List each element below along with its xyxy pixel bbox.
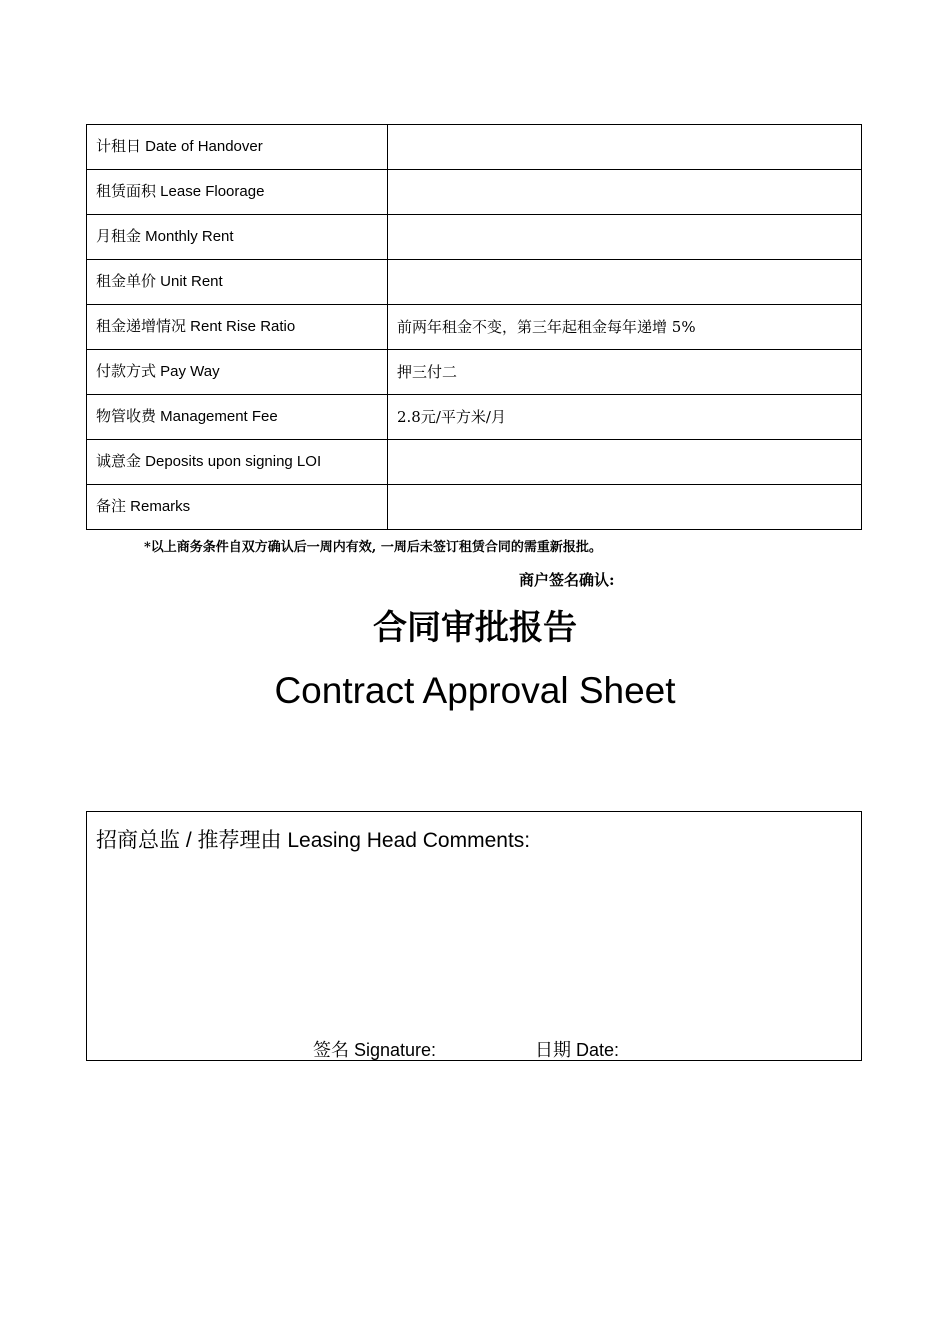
- row-value-pay-way: 押三付二: [388, 350, 862, 395]
- row-label-lease-floorage: 租赁面积 Lease Floorage: [87, 170, 388, 215]
- row-value-management-fee: 2.8元/平方米/月: [388, 395, 862, 440]
- signature-label: 签名 Signature:: [313, 1040, 437, 1060]
- row-value-unit-rent: [388, 260, 862, 305]
- row-value-rent-rise-ratio: 前两年租金不变，第三年起租金每年递增 5%: [388, 305, 862, 350]
- row-value-deposits: [388, 440, 862, 485]
- page-title-chinese: 合同审批报告: [373, 608, 577, 648]
- page-title-english: Contract Approval Sheet: [274, 670, 676, 711]
- row-label-date-of-handover: 计租日 Date of Handover: [87, 125, 388, 170]
- leasing-head-comments-box: [86, 811, 862, 1061]
- row-label-unit-rent: 租金单价 Unit Rent: [87, 260, 388, 305]
- table-row: [87, 170, 862, 215]
- date-label: 日期 Date:: [535, 1040, 620, 1060]
- merchant-signature-label: 商户签名确认:: [519, 571, 615, 589]
- table-row: [87, 125, 862, 170]
- table-row: [87, 440, 862, 485]
- table-row: [87, 395, 862, 440]
- row-label-management-fee: 物管收费 Management Fee: [87, 395, 388, 440]
- table-row: [87, 215, 862, 260]
- table-row: [87, 305, 862, 350]
- row-value-date-of-handover: [388, 125, 862, 170]
- row-label-monthly-rent: 月租金 Monthly Rent: [87, 215, 388, 260]
- business-terms-table: [86, 124, 862, 530]
- row-label-remarks: 备注 Remarks: [87, 485, 388, 530]
- row-label-deposits: 诚意金 Deposits upon signing LOI: [87, 440, 388, 485]
- table-row: [87, 260, 862, 305]
- table-row: [87, 485, 862, 530]
- row-label-rent-rise-ratio: 租金递增情况 Rent Rise Ratio: [87, 305, 388, 350]
- comments-heading: 招商总监 / 推荐理由 Leasing Head Comments:: [96, 829, 531, 852]
- row-value-lease-floorage: [388, 170, 862, 215]
- row-value-monthly-rent: [388, 215, 862, 260]
- row-label-pay-way: 付款方式 Pay Way: [87, 350, 388, 395]
- validity-note: *以上商务条件自双方确认后一周内有效, 一周后未签订租赁合同的需重新报批。: [144, 540, 602, 555]
- row-value-remarks: [388, 485, 862, 530]
- table-row: [87, 350, 862, 395]
